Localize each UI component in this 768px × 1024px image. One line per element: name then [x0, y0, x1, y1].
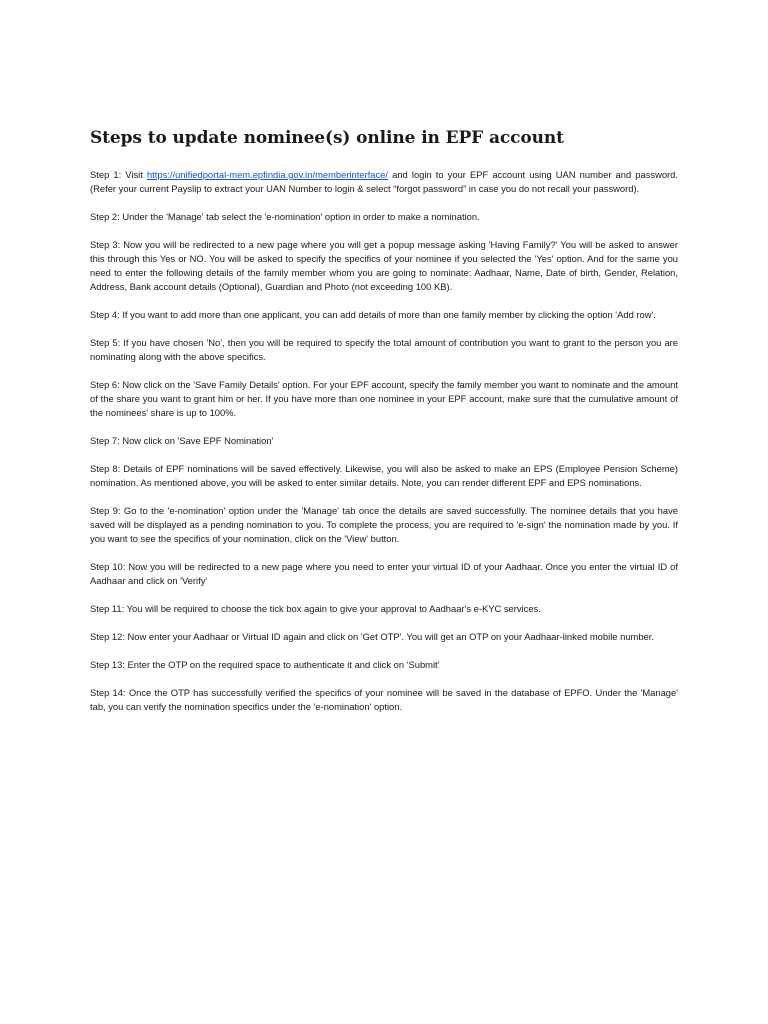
step-12: Step 12: Now enter your Aadhaar or Virtual ID again and click on 'Get OTP'. You will get an OTP on your Aadhaar-linked mobile number.: [90, 631, 654, 642]
epf-portal-link[interactable]: https://unifiedportal-mem.epfindia.gov.in/memberinterface/: [146, 169, 389, 180]
step-3: Step 3: Now you will be redirected to a new page where you will get a popup message asking 'Having Family?' You will be asked to answer this through this Yes or NO. You will be asked to specify the specifics of your nominee if you selected the 'Yes' option. And for the same you need to enter the following details of the family member whom you are going to nominate: Aadhaar, Name, Date of birth, Gender, Relation, Address, Bank account details (Optional), Guardian and Photo (not exceeding 100 KB).: [90, 238, 678, 293]
step-1-prefix: Step 1: Visit: [90, 169, 147, 180]
step-4: Step 4: If you want to add more than one applicant, you can add details of more than one family member by clicking the option 'Add row'.: [90, 309, 656, 321]
step-9: Step 9: Go to the 'e-nomination' option under the 'Manage' tab once the details are saved successfully. The nominee details that you have saved will be displayed as a pending nomination to you. To complete the process, you are required to 'e-sign' the nomination made by you. If you want to see the specifics of your nomination, click on the 'View' button.: [90, 505, 678, 545]
step-5: Step 5: If you have chosen 'No', then you will be required to specify the total amount of contribution you want to grant to the person you are nominating along with the above specifics.: [90, 337, 678, 363]
step-14: Step 14: Once the OTP has successfully verified the specifics of your nominee will be saved in the database of EPFO. Under the 'Manage' tab, you can verify the nomination specifics under the 'e-nomination' option.: [90, 686, 678, 712]
step-6: Step 6: Now click on the 'Save Family Details' option. For your EPF account, specify the family member you want to nominate and the amount of the share you want to grant him or her. If you have more than one nominee in your EPF account, make sure that the cumulative amount of the nominees' share is up to 100%.: [90, 379, 678, 419]
step-8: Step 8: Details of EPF nominations will be saved effectively. Likewise, you will also be asked to make an EPS (Employee Pension Scheme) nomination. As mentioned above, you will be asked to enter similar details. Note, you can render different EPF and EPS nominations.: [90, 463, 678, 489]
step-10: Step 10: Now you will be redirected to a new page where you need to enter your virtual ID of your Aadhaar. Once you enter the virtual ID of Aadhaar and click on 'Verify': [90, 561, 678, 587]
step-7: Step 7: Now click on 'Save EPF Nomination': [90, 435, 274, 447]
document-title: Steps to update nominee(s) online in EPF account: [90, 128, 564, 148]
step-11: Step 11: You will be required to choose the tick box again to give your approval to Aadhaar's e-KYC services.: [90, 603, 541, 615]
step-13: Step 13: Enter the OTP on the required space to authenticate it and click on 'Submit': [90, 658, 440, 670]
step-1: [90, 168, 678, 196]
step-2: Step 2: Under the 'Manage' tab select the 'e-nomination' option in order to make a nomination.: [90, 211, 480, 222]
document-page: [90, 128, 678, 728]
step-1-suffix: and login to your EPF account using UAN number and password. (Refer your current Payslip to extract your UAN Number to login & select “forgot password” in case you do not recall your password).: [90, 169, 678, 195]
